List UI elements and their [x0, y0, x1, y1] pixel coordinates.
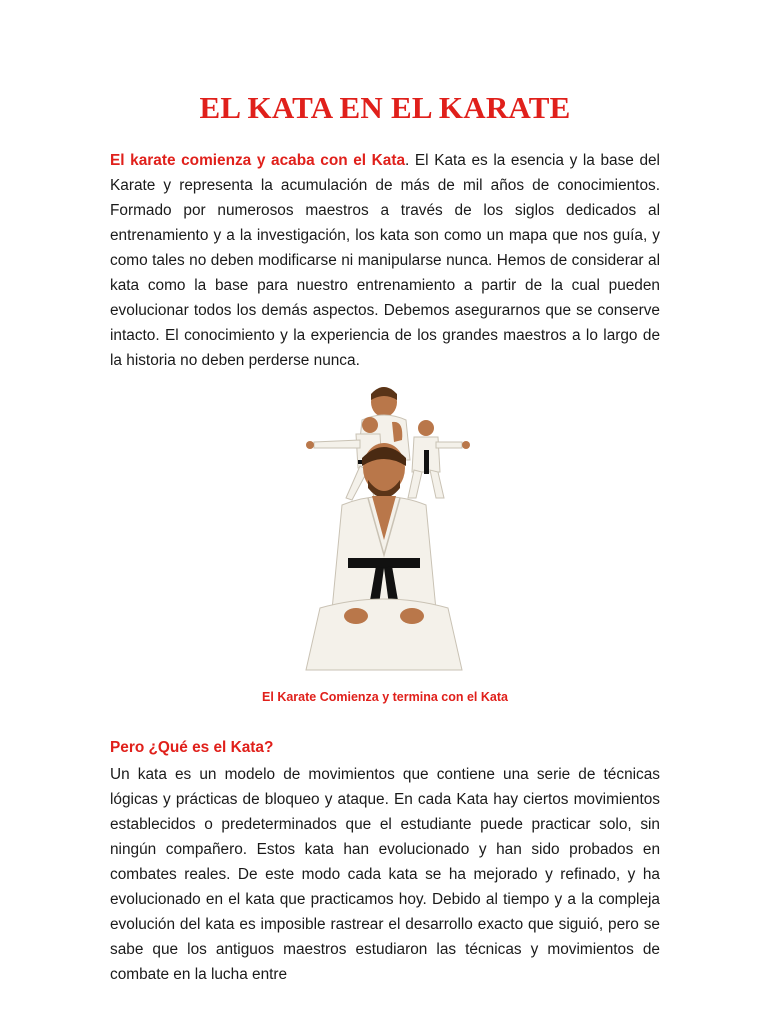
section-paragraph: Un kata es un modelo de movimientos que contiene una serie de técnicas lógicas y prácticas de bloqueo y ataque. En cada Kata hay ciertos movimientos establecidos o predeterminados que el estudiante puede practicar solo, sin ningún compañero. Estos kata han evolucionado y han sido probados en combates reales. De este modo cada kata se ha mejorado y refinado, y ha evolucionado en el kata que practicamos hoy. Debido al tiempo y a la compleja evolución del kata es imposible rastrear el desarrollo exacto que siguió, pero se sabe que los antiguos maestros estudiaron las técnicas y movimientos de combate en la lucha entre	[110, 766, 660, 983]
karate-illustration	[284, 380, 484, 680]
section-heading: Pero ¿Qué es el Kata?	[110, 739, 274, 756]
figure-caption: El Karate Comienza y termina con el Kata	[262, 690, 508, 704]
page-title: EL KATA EN EL KARATE	[199, 90, 571, 125]
intro-text: El Kata es la esencia y la base del Karate y representa la acumulación de más de mil años de conocimientos. Formado por numerosos maestros a través de los siglos dedicados al entrenamiento y a la investigación, los kata son como un mapa que nos guía, y como tales no deben modificarse ni manipularse nunca. Hemos de considerar al kata como la base para nuestro entrenamiento a partir de la cual pueden evolucionar todos los demás aspectos. Debemos asegurarnos que se conserve intacto. El conocimiento y la experiencia de los grandes maestros a lo largo de la historia no deben perderse nunca.	[110, 152, 660, 369]
right-punching-figure	[408, 420, 470, 498]
karate-figures-image	[284, 380, 484, 680]
intro-paragraph	[110, 148, 660, 373]
intro-period: .	[405, 152, 410, 169]
intro-highlight: El karate comienza y acaba con el Kata	[110, 152, 406, 169]
